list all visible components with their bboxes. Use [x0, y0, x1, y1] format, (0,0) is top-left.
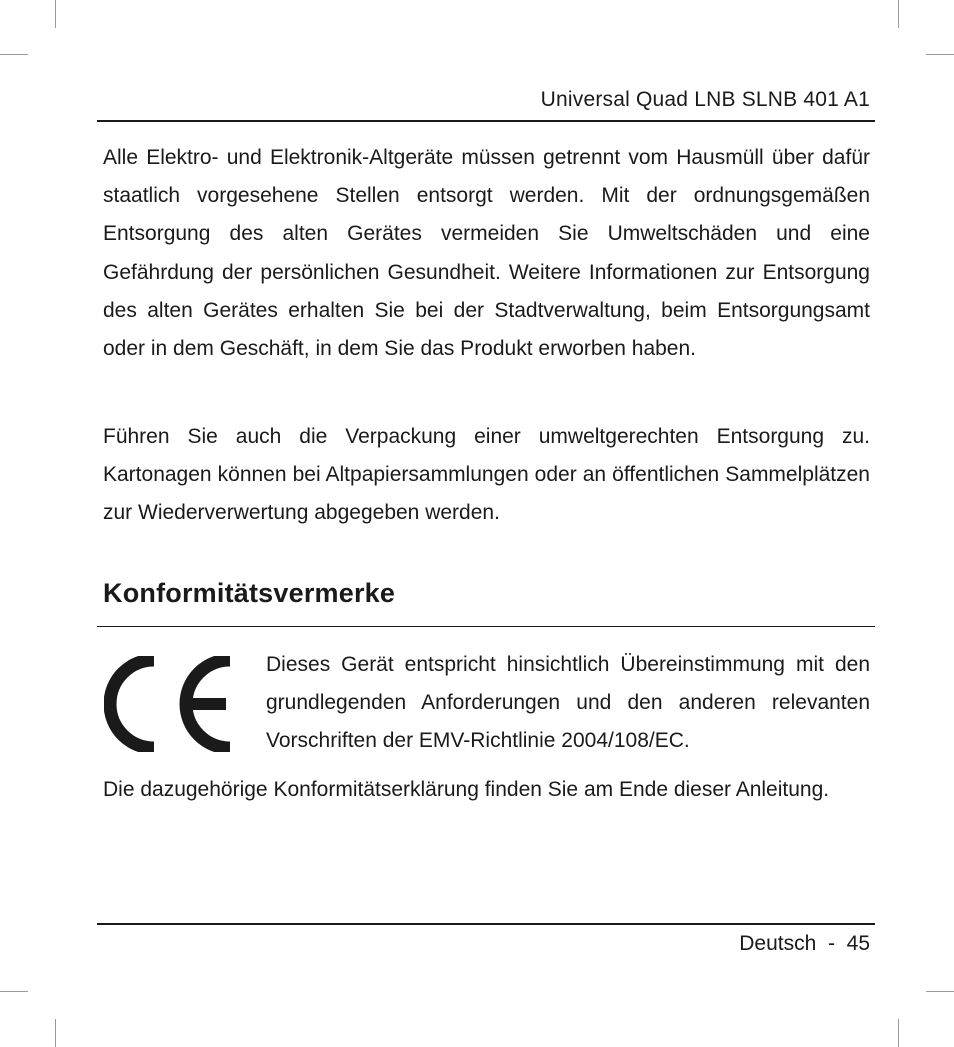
section-title: Konformitätsvermerke — [103, 578, 396, 608]
page-header-title: Universal Quad LNB SLNB 401 A1 — [540, 88, 870, 111]
ce-logo — [104, 656, 234, 752]
crop-mark — [0, 54, 28, 55]
crop-mark — [898, 1019, 899, 1047]
page-number: 45 — [846, 932, 870, 955]
section-rule — [97, 626, 875, 627]
crop-mark — [926, 54, 954, 55]
footer-language: Deutsch — [739, 932, 817, 955]
header-rule — [97, 120, 875, 122]
crop-mark — [0, 991, 28, 992]
footer-rule — [97, 923, 875, 925]
disposal-paragraph: Alle Elektro- und Elektronik-Altgeräte müssen getrennt vom Hausmüll über dafür staatlich vorgesehene Stellen entsorgt werden. Mit der ordnungsgemäßen Entsorgung des alten Gerätes vermeiden Sie Umweltschäden und eine Gefährdung der persönlichen Gesundheit. Weitere Informationen zur Entsorgung des alten Gerätes erhalten Sie bei der Stadtverwaltung, beim Entsorgungsamt oder in dem Geschäft, in dem Sie das Produkt erworben haben. — [103, 146, 870, 361]
packaging-paragraph: Führen Sie auch die Verpackung einer umweltgerechten Entsorgung zu. Kartonagen können bei Altpapiersammlungen oder an öffentlichen Sammelplätzen zur Wiederverwertung abgegeben werden. — [103, 425, 870, 525]
closing-paragraph: Die dazugehörige Konformitätserklärung finden Sie am Ende dieser Anleitung. — [103, 778, 830, 801]
page-footer — [739, 932, 870, 956]
ce-paragraph: Dieses Gerät entspricht hinsichtlich Übereinstimmung mit den grundlegenden Anforderungen und den anderen relevanten Vorschriften der EMV-Richtlinie 2004/108/EC. — [266, 653, 870, 753]
crop-mark — [55, 1019, 56, 1047]
crop-mark — [926, 991, 954, 992]
crop-mark — [898, 0, 899, 28]
footer-separator: - — [827, 932, 835, 955]
crop-mark — [55, 0, 56, 28]
